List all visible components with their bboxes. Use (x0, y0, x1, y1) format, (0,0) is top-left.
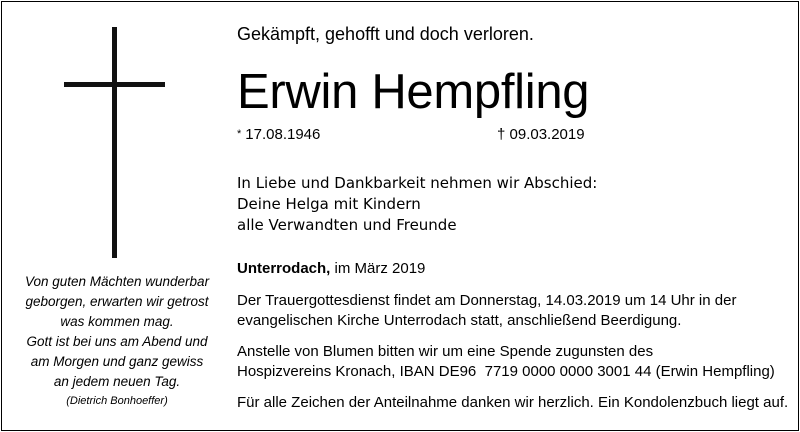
mourners-line: alle Verwandten und Freunde (237, 216, 457, 234)
death-dagger-icon: † (497, 126, 506, 143)
poem-line: an jedem neuen Tag. (53, 374, 181, 389)
death-date: 09.03.2019 (509, 126, 585, 143)
birth-date: 17.08.1946 (245, 126, 321, 143)
motto: Gekämpft, gehofft und doch verloren. (237, 24, 534, 44)
mourners-line: In Liebe und Dankbarkeit nehmen wir Abschied: (237, 174, 598, 192)
paragraph-line: Hospizvereins Kronach, IBAN DE96 7719 0000 0000 3001 44 (Erwin Hempfling) (237, 363, 775, 380)
thanks-paragraph (237, 393, 797, 413)
donation-paragraph (237, 342, 797, 382)
place-name: Unterrodach, (237, 260, 331, 277)
paragraph-line: Anstelle von Blumen bitten wir um eine Spende zugunsten des (237, 343, 654, 360)
poem-line: am Morgen und ganz gewiss (30, 354, 204, 369)
birth-star-icon: * (237, 128, 242, 140)
death-date-line (497, 126, 585, 143)
poem-line: Gott ist bei uns am Abend und (26, 334, 208, 349)
memorial-poem (14, 272, 220, 410)
deceased-name: Erwin Hempfling (237, 65, 590, 119)
paragraph-line: Für alle Zeichen der Anteilnahme danken wir herzlich. Ein Kondolenzbuch liegt auf. (237, 394, 789, 411)
poem-line: Von guten Mächten wunderbar (24, 274, 210, 289)
poem-line: was kommen mag. (60, 314, 174, 329)
paragraph-line: evangelischen Kirche Unterrodach statt, anschließend Beerdigung. (237, 312, 682, 329)
cross-horizontal-bar (64, 82, 165, 87)
notice-date: im März 2019 (330, 260, 426, 277)
paragraph-line: Der Trauergottesdienst findet am Donnerstag, 14.03.2019 um 14 Uhr in der (237, 292, 737, 309)
mourners-line: Deine Helga mit Kindern (237, 195, 421, 213)
mourners-block (237, 173, 597, 236)
poem-line: geborgen, erwarten wir getrost (25, 294, 209, 309)
place-date-line (237, 260, 425, 277)
birth-date-line (237, 126, 320, 143)
service-paragraph (237, 291, 797, 331)
cross-vertical-bar (112, 27, 117, 258)
poem-author: (Dietrich Bonhoeffer) (66, 395, 168, 407)
